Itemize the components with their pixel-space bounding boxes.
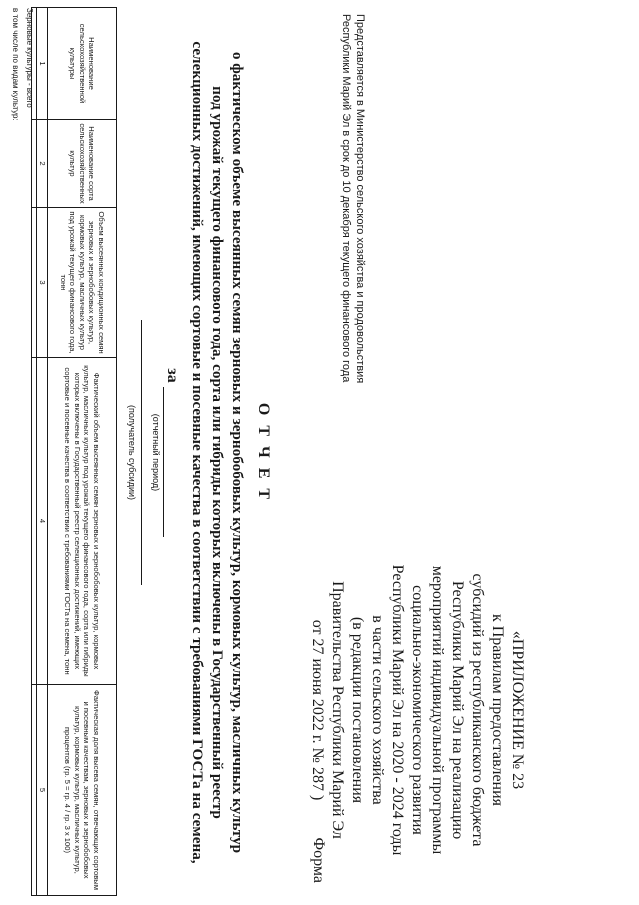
table-cell bbox=[32, 358, 37, 685]
appendix-line: (в редакции постановления bbox=[349, 616, 366, 804]
period-caption: (отчетный период) bbox=[151, 413, 161, 492]
appendix-line: мероприятий индивидуальной программы bbox=[429, 565, 446, 855]
recipient-fill-line bbox=[141, 320, 142, 585]
table-cell bbox=[32, 208, 37, 358]
appendix-line: к Правилам предоставления bbox=[489, 613, 506, 807]
header-cell-actual-share: Фактическая доля высева семян, отвечающих сортовым и посевным качествам, зерновых и зернобобовых культур, кормовых культур, масличных культур, процентов (гр. 5 = гр. 4 / гр. 3 х 100) bbox=[48, 685, 117, 896]
appendix-line: социально-экономического развития bbox=[409, 585, 426, 835]
subtitle-line: о фактическом объеме высеянных семян зерновых и зернобобовых культур, кормовых культур, масличных культур bbox=[229, 51, 246, 854]
grain-total-label: Зерновые культуры - всего bbox=[25, 8, 34, 108]
appendix-line: Правительства Республики Марий Эл bbox=[329, 581, 346, 839]
table-header-row bbox=[48, 8, 117, 896]
report-table bbox=[32, 7, 118, 896]
period-prefix: за bbox=[164, 368, 181, 383]
appendix-header bbox=[307, 560, 527, 860]
report-title: О Т Ч Е Т bbox=[255, 402, 272, 503]
submission-note-line: Республики Марий Эл в срок до 10 декабря текущего финансового года bbox=[340, 14, 352, 383]
column-number: 3 bbox=[37, 208, 48, 358]
table-cell bbox=[32, 120, 37, 208]
table-column-numbers-row bbox=[37, 8, 48, 896]
appendix-line: субсидий из республиканского бюджета bbox=[469, 573, 486, 847]
subtitle-line: под урожай текущего финансового года, сорта или гибриды которых включены в Государственный реестр bbox=[209, 86, 226, 819]
appendix-line: Республики Марий Эл на реализацию bbox=[449, 580, 466, 840]
appendix-line: Республики Марий Эл на 2020 - 2024 годы bbox=[389, 564, 406, 856]
appendix-line: в части сельского хозяйства bbox=[369, 615, 386, 805]
table-body-row bbox=[32, 8, 37, 896]
by-crop-type-label: в том числе по видам культур: bbox=[11, 8, 20, 121]
form-label: Форма bbox=[310, 837, 327, 883]
recipient-caption: (получатель субсидии) bbox=[127, 404, 137, 501]
subtitle-line: селекционных достижений, имеющих сортовые и посевные качества в соответствии с требованиями ГОСТа на семена, bbox=[189, 41, 206, 864]
report-subtitle bbox=[187, 4, 247, 901]
appendix-line: от 27 июня 2022 г. № 287 ) bbox=[309, 619, 326, 801]
header-cell-variety: Наименование сорта сельскохозяйственных культур bbox=[48, 120, 117, 208]
header-cell-conditioned-volume: Объем высеянных кондиционных семян зерновых и зернобобовых культур, кормовых культур, масличных культур под урожай текущего финансового года, тонн bbox=[48, 208, 117, 358]
column-number: 5 bbox=[37, 685, 48, 896]
appendix-line: «ПРИЛОЖЕНИЕ № 23 bbox=[509, 630, 526, 790]
submission-note-line: Представляется в Министерство сельского хозяйства и продовольствия bbox=[354, 14, 366, 384]
period-fill-line bbox=[163, 387, 180, 537]
column-number: 4 bbox=[37, 358, 48, 685]
column-number: 1 bbox=[37, 8, 48, 120]
period-row bbox=[163, 0, 181, 905]
table-cell bbox=[32, 685, 37, 896]
submission-note bbox=[339, 14, 367, 383]
header-cell-crop: Наименование сельскохозяйственной культуры bbox=[48, 8, 117, 120]
header-cell-actual-volume: Фактический объем высеянных семян зерновых и зернобобовых культур, кормовых культур, масличных культур под урожай текущего финансового года, сорта или гибриды которых включены в Государственный реестр селекционных достижений, имеющих сортовые и посевные качества в соответствии с требованиями ГОСТа на семена, тонн bbox=[48, 358, 117, 685]
column-number: 2 bbox=[37, 120, 48, 208]
